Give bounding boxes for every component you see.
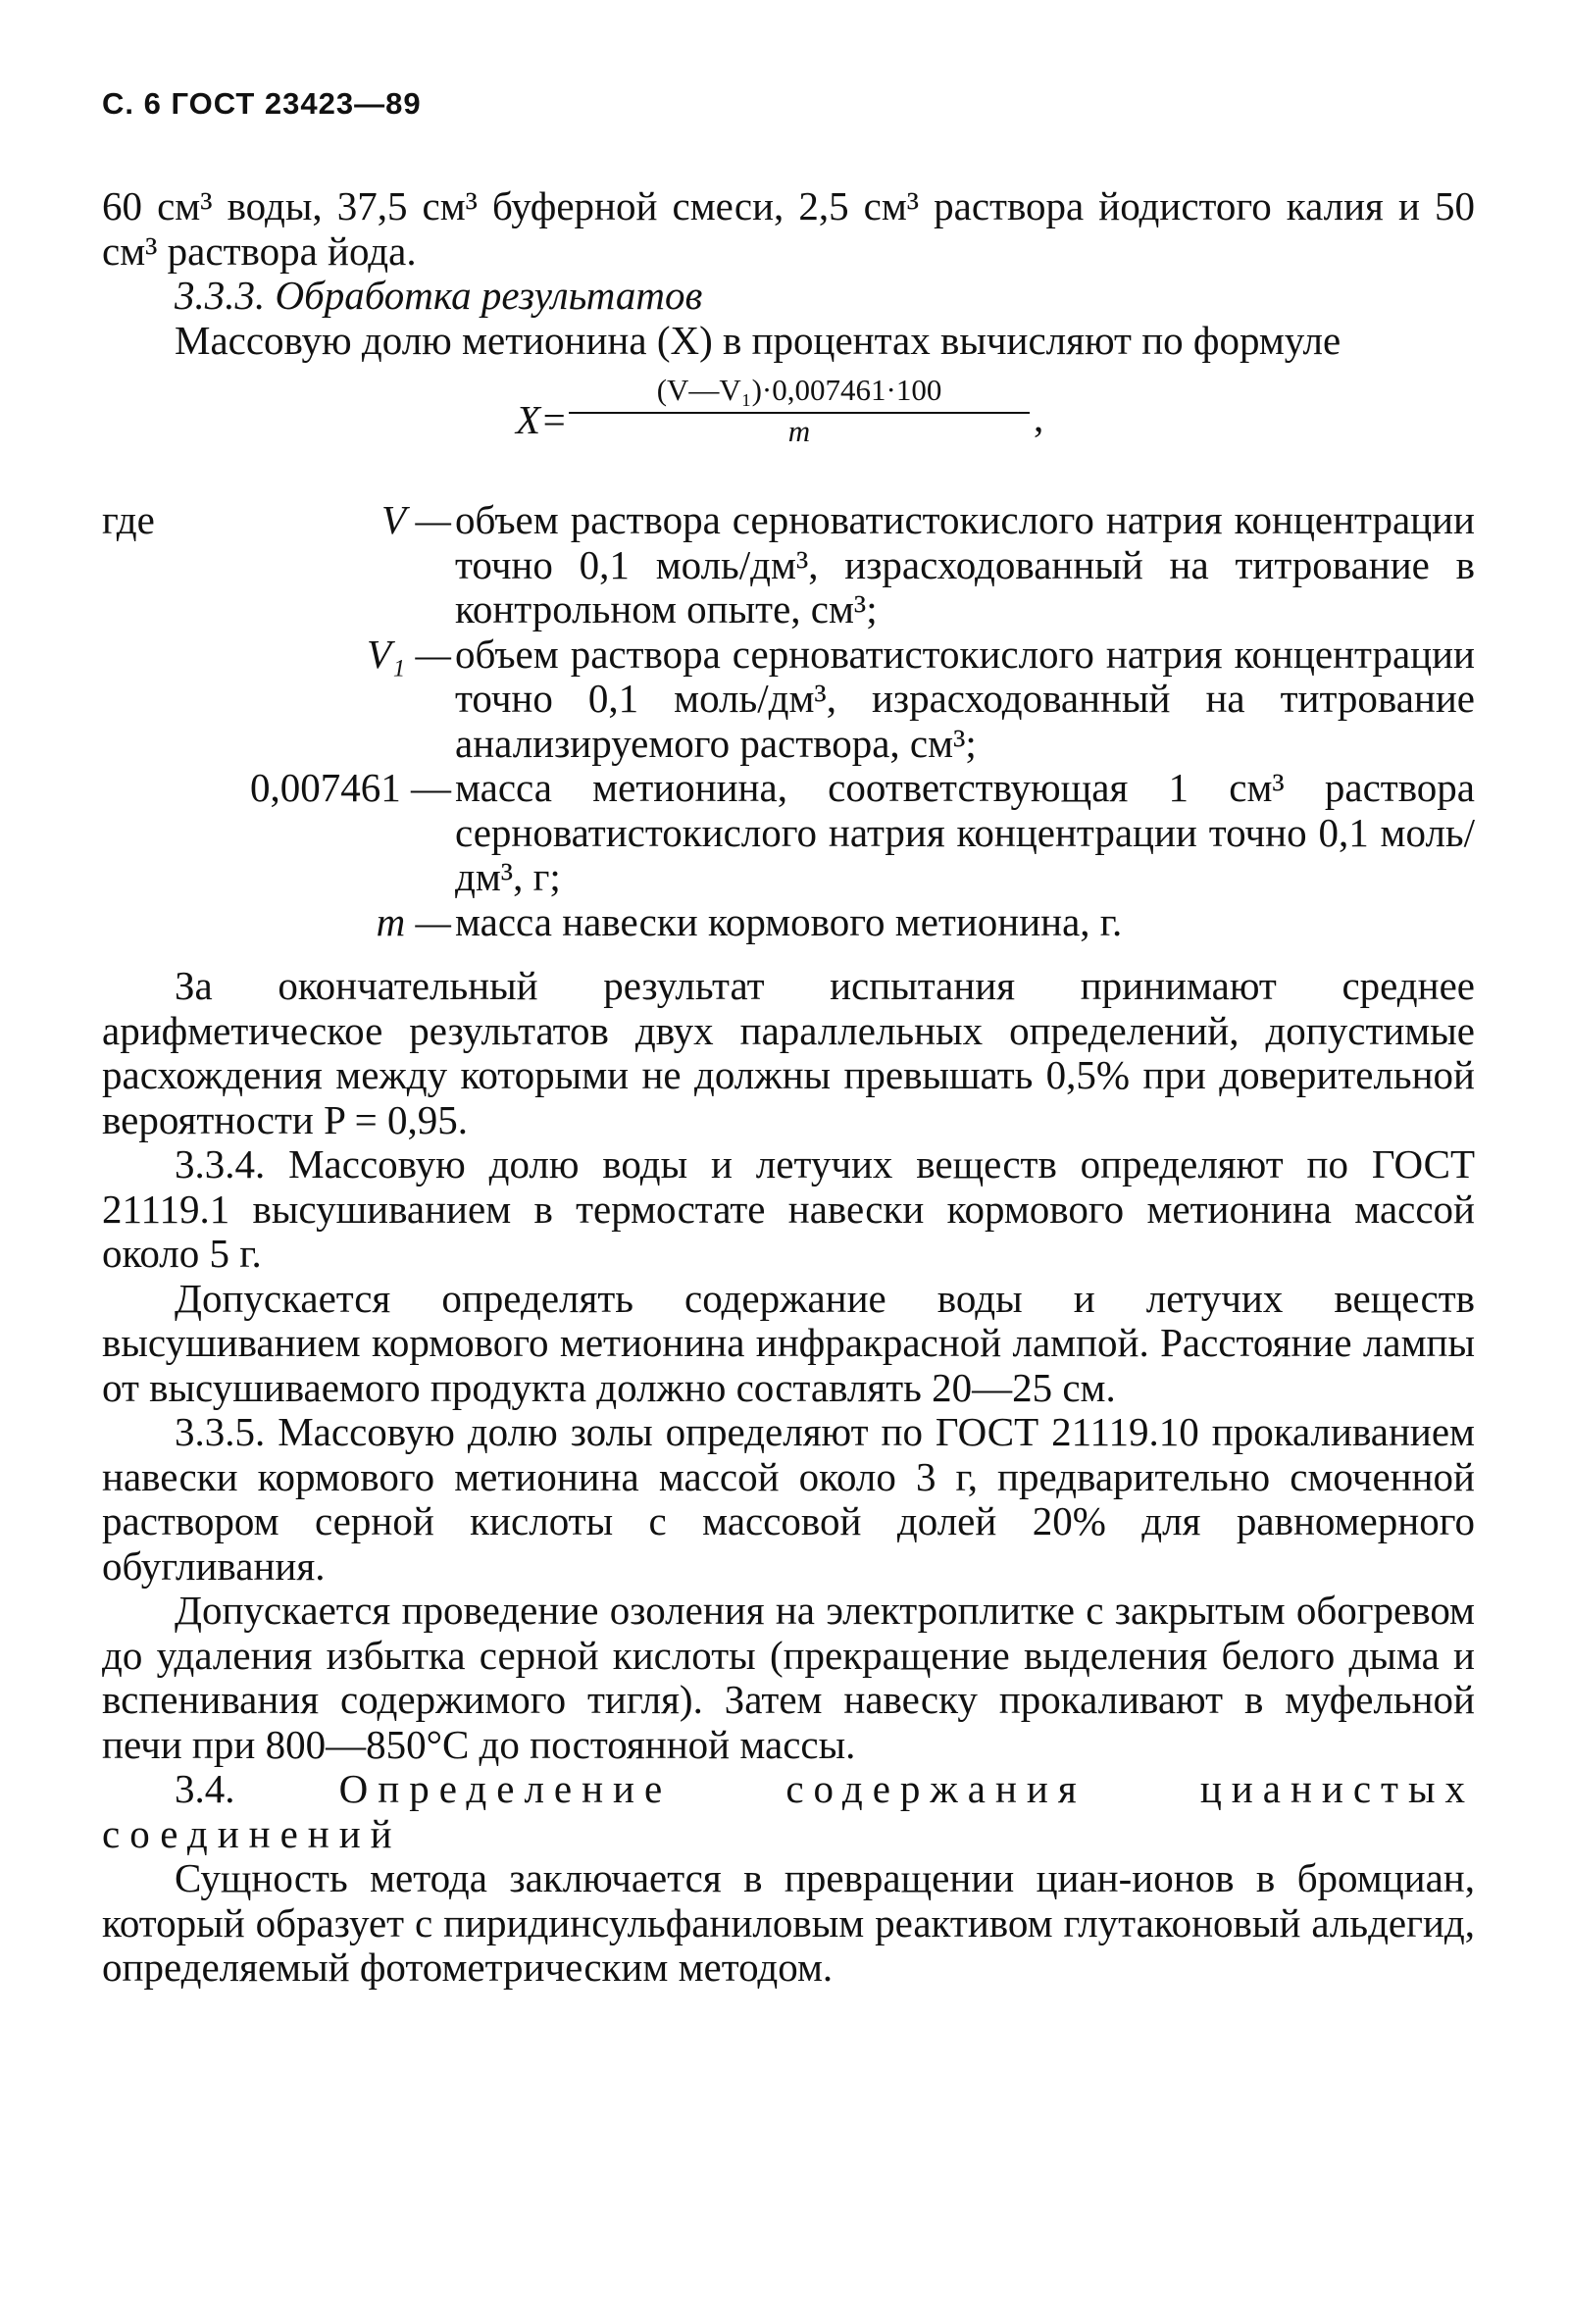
formula-fraction — [569, 373, 1030, 449]
where-label: где — [102, 497, 155, 542]
section-heading-3-3-3: 3.3.3. Обработка результатов — [175, 273, 703, 318]
definition-symbol: 0,007461 — — [250, 765, 451, 810]
section-title-spaced: Определение содержания цианистых соединений — [102, 1766, 1475, 1856]
definition-text: объем раствора серноватистокислого натрия концентрации точно 0,1 моль/дм³, израсходованный на титрование в контрольном опыте, см³; — [455, 497, 1475, 632]
section-heading-3-4 — [102, 1767, 1475, 1856]
definition-symbol: V — — [380, 497, 451, 542]
document-body — [102, 184, 1475, 1991]
paragraph-final-result: За окончательный результат испытания принимают среднее арифметическое результатов двух параллельных определений, допустимые расхождения между которыми не должны превышать 0,5% при доверительной вероятности P = 0,95. — [102, 963, 1475, 1142]
definition-text: масса навески кормового метионина, г. — [455, 898, 1123, 944]
definition-text: объем раствора серноватистокислого натрия концентрации точно 0,1 моль/дм³, израсходованный на титрование анализируемого раствора, см³; — [455, 631, 1475, 766]
definition-text: масса метионина, соответствующая 1 см³ раствора серноватистокислого натрия концентрации точно 0,1 моль/дм³, г; — [455, 765, 1475, 899]
definitions-list — [102, 498, 1475, 944]
paragraph-3-4-essence: Сущность метода заключается в превращении циан-ионов в бромциан, который образует с пиридинсульфаниловым реактивом глутаконовый альдегид, определяемый фотометрическим методом. — [102, 1855, 1475, 1990]
formula-denominator: m — [787, 414, 811, 448]
formula-numerator: (V—V₁)·0,007461·100 — [569, 373, 1030, 414]
page-header: С. 6 ГОСТ 23423—89 — [102, 86, 422, 121]
formula-lhs: X= — [516, 397, 568, 442]
paragraph-3-3-4: 3.3.4. Массовую долю воды и летучих веществ определяют по ГОСТ 21119.1 высушиванием в термостате навески кормового метионина массой около 5 г. — [102, 1141, 1475, 1276]
formula — [102, 373, 1475, 471]
definition-symbol: V₁ — — [366, 631, 451, 677]
paragraph-intro: 60 см³ воды, 37,5 см³ буферной смеси, 2,5 см³ раствора йодистого калия и 50 см³ раствора йода. — [102, 183, 1475, 274]
formula-comma: , — [1034, 395, 1044, 440]
section-number: 3.4. — [175, 1766, 235, 1811]
paragraph-mass-fraction: Массовую долю метионина (X) в процентах вычисляют по формуле — [175, 317, 1341, 363]
paragraph-3-3-4-allowance: Допускается определять содержание воды и летучих веществ высушиванием кормового метионина инфракрасной лампой. Расстояние лампы от высушиваемого продукта должно составлять 20—25 см. — [102, 1275, 1475, 1410]
paragraph-3-3-5-allowance: Допускается проведение озоления на электроплитке с закрытым обогревом до удаления избытка серной кислоты (прекращение выделения белого дыма и вспенивания содержимого тигля). Затем навеску прокаливают в муфельной печи при 800—850°С до постоянной массы. — [102, 1588, 1475, 1767]
paragraph-3-3-5: 3.3.5. Массовую долю золы определяют по ГОСТ 21119.10 прокаливанием навески кормового метионина массой около 3 г, предварительно смоченной раствором серной кислоты с массовой долей 20% для равномерного обугливания. — [102, 1409, 1475, 1589]
definition-symbol: m — — [376, 898, 451, 944]
